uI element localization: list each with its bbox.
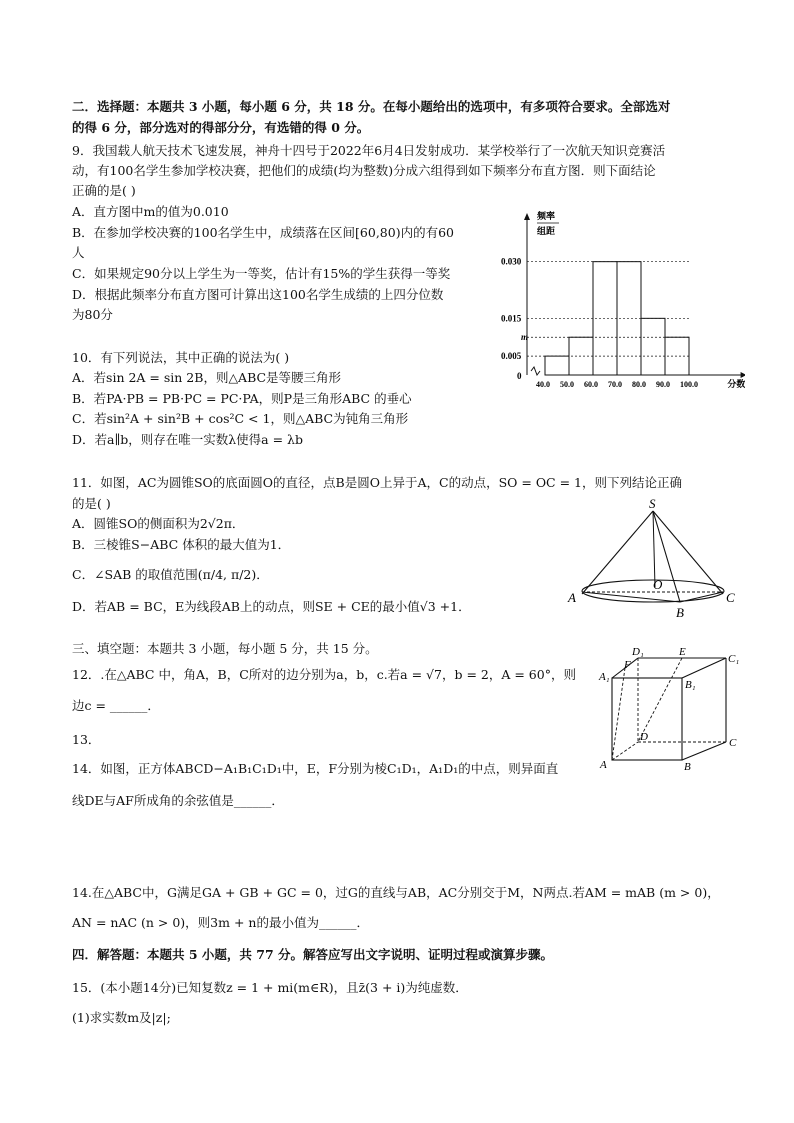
cube-label-a1: A₁ <box>599 671 610 683</box>
x-axis-label: 分数 <box>727 379 745 389</box>
q9-stem-1: 9．我国载人航天技术飞速发展，神舟十四号于2022年6月4日发射成功．某学校举行了一次航天知识竞赛活 <box>72 143 666 158</box>
x-tick-label: 70.0 <box>608 380 622 389</box>
q10-option-d: D．若a∥b，则存在唯一实数λ使得a = λb <box>72 432 303 447</box>
cone-label-o: O <box>653 577 663 592</box>
q10-option-a: A．若sin 2A = sin 2B，则△ABC是等腰三角形 <box>72 370 342 385</box>
section-2-header-line2: 的得 6 分，部分选对的得部分分，有选错的得 0 分。 <box>72 120 370 135</box>
q13-line: 13． <box>72 732 101 747</box>
q12-line-2: 边c = ______． <box>72 698 160 713</box>
cube-label-a: A <box>600 759 607 771</box>
cube-figure <box>596 646 746 776</box>
q9-stem-2: 动，有100名学生参加学校决赛，把他们的成绩(均为整数)分成六组得到如下频率分布直方图．则下面结论 <box>72 163 656 178</box>
origin-label: 0 <box>517 371 522 381</box>
cube-label-f: F <box>624 659 631 671</box>
q12-line-1: 12．.在△ABC 中，角A，B，C所对的边分别为a，b，c.若a = √7，b = 2，A = 60°，则 <box>72 667 576 682</box>
y-label-bottom: 组距 <box>537 226 556 236</box>
q9-option-b-2: 人 <box>72 245 85 260</box>
y-tick-label: 0.015 <box>501 313 522 324</box>
q11-option-d: D．若AB = BC，E为线段AB上的动点，则SE + CE的最小值√3 +1． <box>72 599 471 614</box>
section-2-header-line1: 二．选择题：本题共 3 小题，每小题 6 分，共 18 分。在每小题给出的选项中，有多项符合要求。全部选对 <box>72 99 671 114</box>
q15-line-2: (1)求实数m及|z|; <box>72 1010 171 1025</box>
q14-line-2: 线DE与AF所成角的余弦值是______． <box>72 793 284 808</box>
y-axis-arrow <box>524 213 530 220</box>
cube-label-b: B <box>684 761 691 773</box>
q10-stem: 10．有下列说法，其中正确的说法为( ) <box>72 350 290 365</box>
q15-line-1: 15．(本小题14分)已知复数z = 1 + mi(m∈R)，且z̄(3 + i)为纯虚数． <box>72 980 468 995</box>
x-tick-label: 50.0 <box>560 380 574 389</box>
q9-option-d-1: D．根据此频率分布直方图可计算出这100名学生成绩的上四分位数 <box>72 287 444 302</box>
q11-stem-2: 的是( ) <box>72 496 111 511</box>
q9-option-d-2: 为80分 <box>72 307 113 322</box>
cube-label-d1: D₁ <box>632 646 644 658</box>
y-tick-label: m <box>521 332 529 343</box>
cone-label-c: C <box>726 590 735 605</box>
frequency-histogram <box>495 205 745 395</box>
q10-option-c: C．若sin²A + sin²B + cos²C < 1，则△ABC为钝角三角形 <box>72 411 409 426</box>
y-tick-label: 0.005 <box>501 351 522 362</box>
cube-label-e: E <box>679 646 686 658</box>
cone-figure <box>560 496 750 626</box>
x-axis-arrow <box>741 372 745 378</box>
histogram-bar <box>545 356 569 375</box>
x-tick-label: 80.0 <box>632 380 646 389</box>
cube-label-c1: C₁ <box>728 653 740 665</box>
cone-label-a: A <box>568 590 576 605</box>
q9-option-b-1: B．在参加学校决赛的100名学生中，成绩落在区间[60,80)内的有60 <box>72 225 454 240</box>
q11-option-b: B．三棱锥S−ABC 体积的最大值为1． <box>72 537 291 552</box>
q14-line-1: 14．如图，正方体ABCD−A₁B₁C₁D₁中，E，F分别为棱C₁D₁，A₁D₁的中点，则异面直 <box>72 761 559 776</box>
q14b-line-2: AN = nAC (n > 0)，则3m + n的最小值为______． <box>72 915 369 930</box>
q11-option-a: A．圆锥SO的侧面积为2√2π． <box>72 516 245 531</box>
section-3-header: 三、填空题：本题共 3 小题，每小题 5 分，共 15 分。 <box>72 641 378 656</box>
y-label-top: 频率 <box>537 211 556 221</box>
q9-option-a: A．直方图中m的值为0.010 <box>72 204 229 219</box>
q11-option-c: C．∠SAB 的取值范围(π/4, π/2)． <box>72 567 269 582</box>
cube-label-c: C <box>729 737 737 749</box>
cone-label-b: B <box>676 605 684 620</box>
y-tick-label: 0.030 <box>501 256 522 267</box>
cone-label-s: S <box>649 496 656 511</box>
q14b-line-1: 14.在△ABC中，G满足GA + GB + GC = 0，过G的直线与AB，AC分别交于M，N两点.若AM = mAB (m > 0)， <box>72 885 720 900</box>
q9-option-c: C．如果规定90分以上学生为一等奖，估计有15%的学生获得一等奖 <box>72 266 451 281</box>
q10-option-b: B．若PA·PB = PB·PC = PC·PA，则P是三角形ABC 的垂心 <box>72 391 412 406</box>
q11-stem-1: 11．如图，AC为圆锥SO的底面圆O的直径，点B是圆O上异于A，C的动点，SO = OC = 1，则下列结论正确 <box>72 475 682 490</box>
cube-label-b1: B₁ <box>685 679 696 691</box>
section-4-header: 四．解答题：本题共 5 小题，共 77 分。解答应写出文字说明、证明过程或演算步骤。 <box>72 947 554 962</box>
x-tick-label: 90.0 <box>656 380 670 389</box>
x-tick-label: 100.0 <box>680 380 698 389</box>
cube-label-d: D <box>640 731 648 743</box>
q9-stem-3: 正确的是( ) <box>72 183 136 198</box>
histogram-bar <box>641 318 665 375</box>
axis-break <box>531 367 540 375</box>
x-tick-label: 60.0 <box>584 380 598 389</box>
x-tick-label: 40.0 <box>536 380 550 389</box>
